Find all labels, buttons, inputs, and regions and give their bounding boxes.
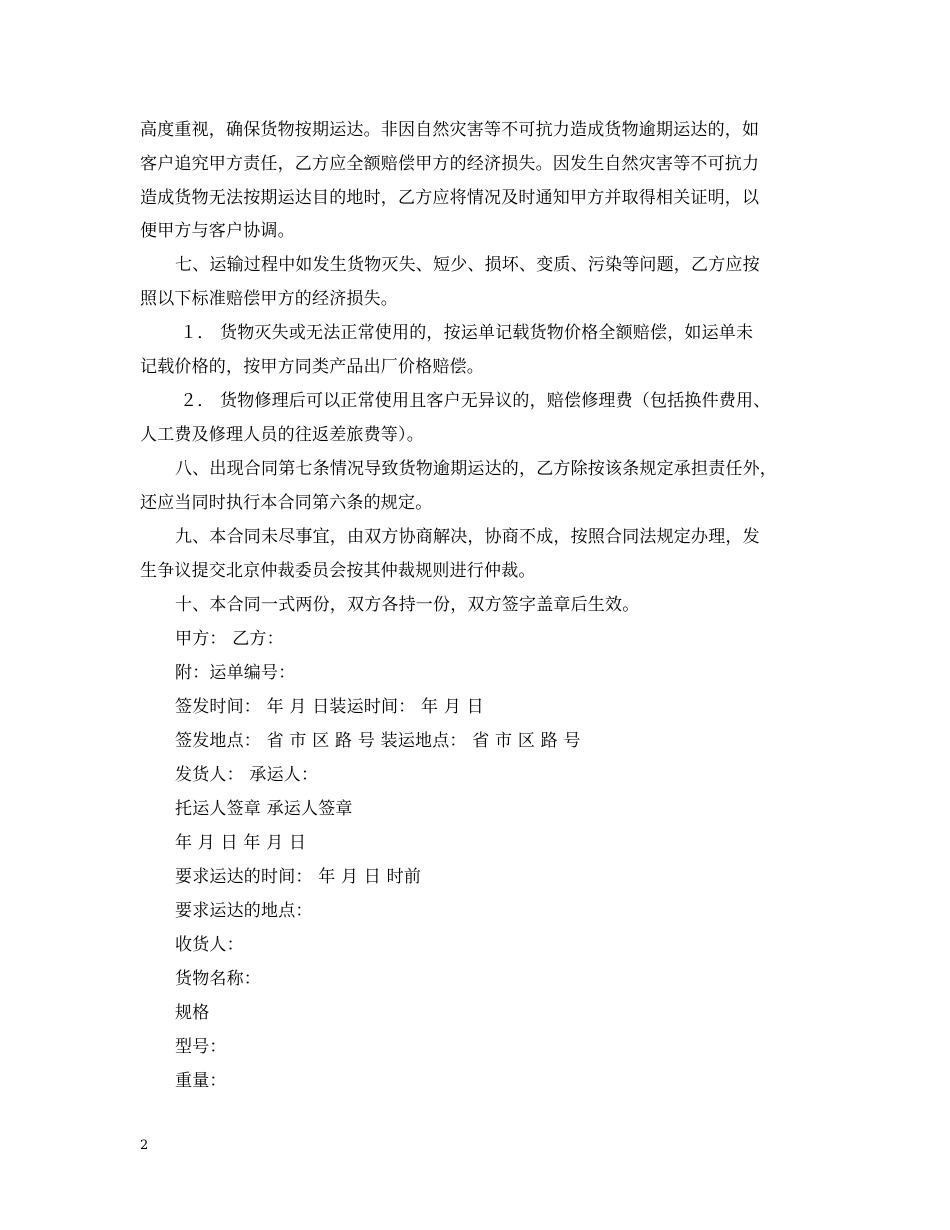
clause-seven-item-2: ２． 货物修理后可以正常使用且客户无异议的，赔偿修理费（包括换件费用、 <box>180 391 771 411</box>
text-line: 照以下标准赔偿甲方的经济损失。 <box>140 289 398 309</box>
text-line: 便甲方与客户协调。 <box>140 221 295 241</box>
clause-seven-item-1: １． 货物灭失或无法正常使用的，按运单记载货物价格全额赔偿，如运单未 <box>180 323 754 343</box>
signature-date-field: 年 月 日 年 月 日 <box>175 833 307 853</box>
text-line: 还应当同时执行本合同第六条的规定。 <box>140 493 433 513</box>
page-number: 2 <box>140 1138 149 1153</box>
signature-field: 托运人签章 承运人签章 <box>175 799 353 819</box>
delivery-location-field: 要求运达的地点： <box>175 901 313 921</box>
text-line: 高度重视，确保货物按期运达。非因自然灾害等不可抗力造成货物逾期运达的，如 <box>140 120 760 140</box>
text-line: 记载价格的，按甲方同类产品出厂价格赔偿。 <box>140 357 484 377</box>
cargo-name-field: 货物名称： <box>175 969 261 989</box>
waybill-number-field: 附：运单编号： <box>175 663 296 683</box>
clause-eight: 八、出现合同第七条情况导致货物逾期运达的，乙方除按该条规定承担责任外， <box>175 459 777 479</box>
weight-field: 重量： <box>175 1071 227 1091</box>
clause-ten: 十、本合同一式两份，双方各持一份，双方签字盖章后生效。 <box>175 595 640 615</box>
party-signature-line: 甲方： 乙方： <box>175 629 284 649</box>
model-field: 型号： <box>175 1037 227 1057</box>
clause-seven: 七、运输过程中如发生货物灭失、短少、损坏、变质、污染等问题，乙方应按 <box>175 255 760 275</box>
text-line: 人工费及修理人员的往返差旅费等）。 <box>140 425 424 445</box>
issue-time-field: 签发时间： 年 月 日装运时间： 年 月 日 <box>175 697 484 717</box>
clause-nine: 九、本合同未尽事宜，由双方协商解决，协商不成，按照合同法规定办理，发 <box>175 527 760 547</box>
specification-field: 规格 <box>175 1003 210 1023</box>
consignee-field: 收货人： <box>175 935 244 955</box>
text-line: 客户追究甲方责任，乙方应全额赔偿甲方的经济损失。因发生自然灾害等不可抗力 <box>140 154 760 174</box>
shipper-carrier-field: 发货人： 承运人： <box>175 765 319 785</box>
issue-location-field: 签发地点： 省 市 区 路 号 装运地点： 省 市 区 路 号 <box>175 731 581 751</box>
delivery-time-field: 要求运达的时间： 年 月 日 时前 <box>175 867 422 887</box>
text-line: 造成货物无法按期运达目的地时，乙方应将情况及时通知甲方并取得相关证明，以 <box>140 188 760 208</box>
text-line: 生争议提交北京仲裁委员会按其仲裁规则进行仲裁。 <box>140 561 536 581</box>
